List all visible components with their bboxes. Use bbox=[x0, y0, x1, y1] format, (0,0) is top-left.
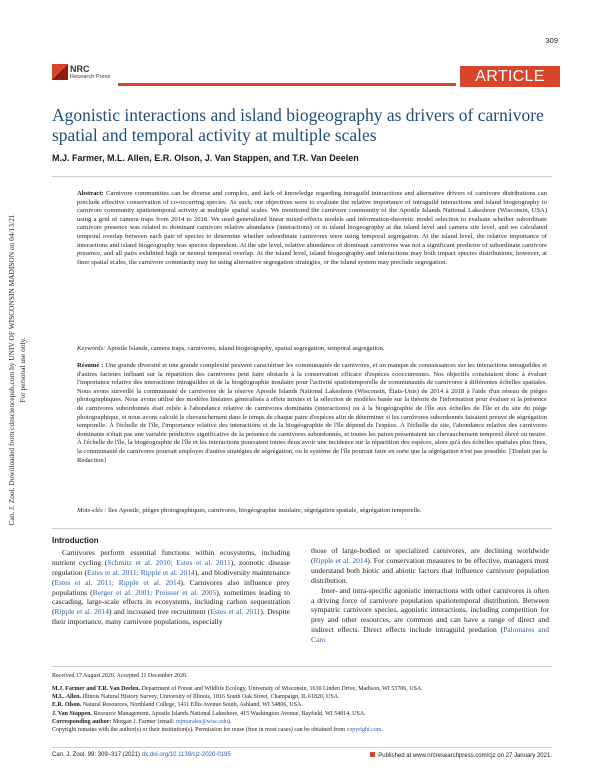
citation-link[interactable]: Ripple et al. 2014 bbox=[313, 555, 368, 565]
banner-rule bbox=[118, 83, 456, 86]
divider bbox=[52, 528, 552, 529]
intro-paragraph-2: Inter- and intra-specific agonistic interactions with other carnivores is often a driving force of carnivore population spatiotemporal distribution. Between sympatric carnivore species, agonistic interactions, including competition for prey and other resources, are common and can have a range of direct and indirect effects. Direct effects include intraguild predation (Palomares and Caro bbox=[311, 585, 549, 645]
mots-cles-label: Mots-clés : bbox=[77, 507, 107, 514]
author-list: M.J. Farmer, M.L. Allen, E.R. Olson, J. Van Stappen, and T.R. Van Deelen bbox=[52, 153, 359, 163]
square-icon bbox=[370, 752, 375, 757]
affiliation-line: M.L. Allen. Illinois Natural History Survey, University of Illinois, 1816 South Oak Street, Champaign, IL 61820, USA. bbox=[52, 694, 340, 701]
logo-name: NRC bbox=[70, 64, 90, 74]
intro-left-column bbox=[52, 536, 290, 627]
intro-paragraph-1: Carnivores perform essential functions within ecosystems, including nutrient cycling (Schmitz et al. 2010; Estes et al. 2011), zoonotic disease regulation (Estes et al. 2011; Ripple et al. 2014), and biodiversity maintenance (Estes et al. 2011; Ripple et al. 2014). Carnivores also influence prey populations (Berger et al. 2001; Preisser et al. 2005), sometimes leading to cascading, large-scale effects in ecosystems, including carbon sequestration (Ripple et al. 2014) and increased tree recruitment (Estes et al. 2011). Despite their importance, many carnivore populations, especially bbox=[52, 547, 291, 627]
resume-label: Résumé : bbox=[77, 362, 104, 369]
divider bbox=[52, 666, 552, 667]
section-heading-introduction: Introduction bbox=[52, 536, 99, 545]
side-download-notice bbox=[2, 110, 32, 630]
abstract-text: Carnivore communities can be diverse and complex, and lack of knowledge regarding intraguild interactions and alternative drivers of carnivore distributions can preclude effective conservation of co-occurring species. As such, our objectives were to evaluate the relative importance of intraguild interactions and island biogeography to carnivore community spatiotemporal activity at multiple spatial scales. We monitored the carnivore community of the Apostle Islands National Lakeshore (Wisconsin, USA) using a grid of camera traps from 2014 to 2018. We used generalized linear mixed-effects models and information-theoretic model selection to evaluate whether subordinate carnivore presence was related to dominant carnivore relative abundance (interactions) or to island biogeography at the island level and camera site level, and we calculated temporal overlap between each pair of species to determine whether subordinate carnivores were using temporal segregation. At the island level, the relative importance of interactions and island biogeography was species dependent. At the site level, relative abundance of dominant carnivores was not a significant predictor of subordinate carnivore presence, and all pairs exhibited high or neutral temporal overlap. At the island level, island biogeography and interactions may both impact species distributions; however, at finer spatial scales, the carnivore community may be using alternative segregation strategies, or the island system may preclude segregation. bbox=[77, 190, 547, 266]
copyright-notice: Copyright remains with the author(s) or their institution(s). Permission for reuse (free in most cases) can be obtained from copyright.com. bbox=[52, 727, 383, 734]
corresponding-author: Corresponding author: Morgan J. Farmer (email: mjmorales@wisc.edu). bbox=[52, 718, 232, 725]
intro-paragraph-1-cont: those of large-bodied or specialized carnivores, are declining worldwide (Ripple et al. 2014). For conservation measures to be effective, managers must understand both biotic and abiotic factors that influence carnivore population distribution. bbox=[311, 546, 549, 585]
footer-divider bbox=[52, 747, 552, 748]
published-notice: Published at www.nrcresearchpress.com/cjz on 27 January 2021. bbox=[370, 752, 552, 759]
side-download-line: Can. J. Zool. Downloaded from cdnsciencepub.com by UNIV OF WISCONSIN MADISON on 04/13/21 bbox=[7, 214, 16, 526]
side-personal-use-line: For personal use only. bbox=[18, 337, 27, 403]
affiliation-line: J. Van Stappen. Resource Management, Apostle Islands National Lakeshore, 415 Washington Avenue, Bayfield, WI 54814, USA. bbox=[52, 710, 366, 717]
mots-cles bbox=[77, 507, 547, 516]
email-link[interactable]: mjmorales@wisc.edu bbox=[175, 718, 228, 725]
intro-right-column bbox=[311, 546, 549, 645]
mots-cles-text: îles Apostle, pièges photographiques, carnivores, biogéographie insulaire, ségrégation spatiale, ségrégation temporelle. bbox=[108, 507, 422, 514]
citation-link[interactable]: Berger et al. 2001; Preisser et al. 2005 bbox=[92, 587, 217, 597]
keywords-label: Keywords: bbox=[77, 345, 106, 352]
article-type-label: ARTICLE bbox=[460, 66, 560, 87]
copyright-link[interactable]: copyright.com bbox=[346, 727, 382, 734]
journal-citation: Can. J. Zool. 99: 309–317 (2021) dx.doi.org/10.1139/cjz-2020-0195 bbox=[52, 752, 231, 758]
affiliation-line: M.J. Farmer and T.R. Van Deelen. Department of Forest and Wildlife Ecology, University of Wisconsin, 1630 Linden Drive, Madison, WI 53706, USA. bbox=[52, 686, 423, 692]
affiliations bbox=[52, 685, 552, 734]
citation-link[interactable]: Estes et al. 2011; Ripple et al. 2014 bbox=[54, 577, 181, 587]
abstract-label: Abstract: bbox=[77, 190, 104, 197]
affiliation-line: E.R. Olson. Natural Resources, Northland College, 1411 Ellis Avenue South, Ashland, WI 54806, USA. bbox=[52, 702, 303, 709]
logo-subtitle: Research Press bbox=[70, 74, 111, 80]
citation-link[interactable]: Palomares and Caro bbox=[311, 625, 549, 645]
abstract bbox=[77, 190, 547, 267]
citation-link[interactable]: Estes et al. 2011 bbox=[210, 607, 261, 617]
resume-text: Une grande diversité et une grande complexité peuvent caractériser les communautés de carnivores, et un manque de connaissances sur les interactions intraguildes et d'autres facteurs influant sur la répartition des carnivores peut faire obstacle à la conservation efficace d'espèces cooccurrentes. Nos objectifs consistaient donc à évaluer l'importance relative des interactions intraguildes et de la biogéographie insulaire pour l'activité spatiotemporelle de communautés de carnivores à différentes échelles spatiales. Nous avons surveillé la communauté de carnivores de la réserve Apostle Islands National Lakeshore (Wisconsin, États-Unis) de 2014 à 2018 à l'aide d'un réseau de pièges photographiques. Nous avons utilisé des modèles linéaires généralisés à effets mixtes et la sélection de modèles basée sur la théorie de l'information pour évaluer si la présence de carnivores subordonnés était reliée à l'abondance relative de carnivores dominants (interactions) ou à la biogéographie de l'île aux échelles de l'île et du site du piège photographique, et nous avons calculé le chevauchement dans le temps de chaque paire d'espèces afin de déterminer si les carnivores subordonnés faisaient preuve de ségrégation temporelle. À l'échelle de l'île, l'importance relative des interactions et de la biogéographie de l'île dépend de l'espèce. À l'échelle du site, l'abondance relative des carnivores dominants n'était pas une variable prédictive significative de la présence de carnivores subordonnés, et toutes les paires présentaient un chevauchement temporel élevé ou neutre. À l'échelle de l'île, la biogéographie de l'île et les interactions pourraient toutes deux avoir une incidence sur la répartition des espèces, alors qu'à des échelles spatiales plus fines, la communauté de carnivores pourrait employer d'autres stratégies de ségrégation, ou le système de l'île pourrait faire en sorte que la ségrégation n'est pas possible. [Traduit par la Rédaction] bbox=[77, 362, 547, 464]
resume bbox=[77, 362, 547, 465]
citation-link[interactable]: Estes et al. 2011; Ripple et al. 2014 bbox=[87, 567, 195, 577]
doi-link[interactable]: dx.doi.org/10.1139/cjz-2020-0195 bbox=[141, 752, 231, 758]
article-banner bbox=[0, 66, 560, 87]
divider bbox=[52, 176, 552, 177]
citation-link[interactable]: Ripple et al. 2014 bbox=[54, 607, 110, 617]
keywords bbox=[77, 345, 547, 354]
keywords-text: Apostle Islands, camera traps, carnivores, island biogeography, spatial segregation, temporal segregation. bbox=[106, 345, 385, 352]
article-title: Agonistic interactions and island biogeography as drivers of carnivore spatial and temporal activity at multiple scales bbox=[52, 105, 544, 145]
page-number: 309 bbox=[545, 36, 558, 45]
citation-link[interactable]: Schmitz et al. 2010; Estes et al. 2011 bbox=[107, 557, 231, 567]
received-dates: Received 17 August 2020. Accepted 11 December 2020. bbox=[52, 673, 188, 679]
